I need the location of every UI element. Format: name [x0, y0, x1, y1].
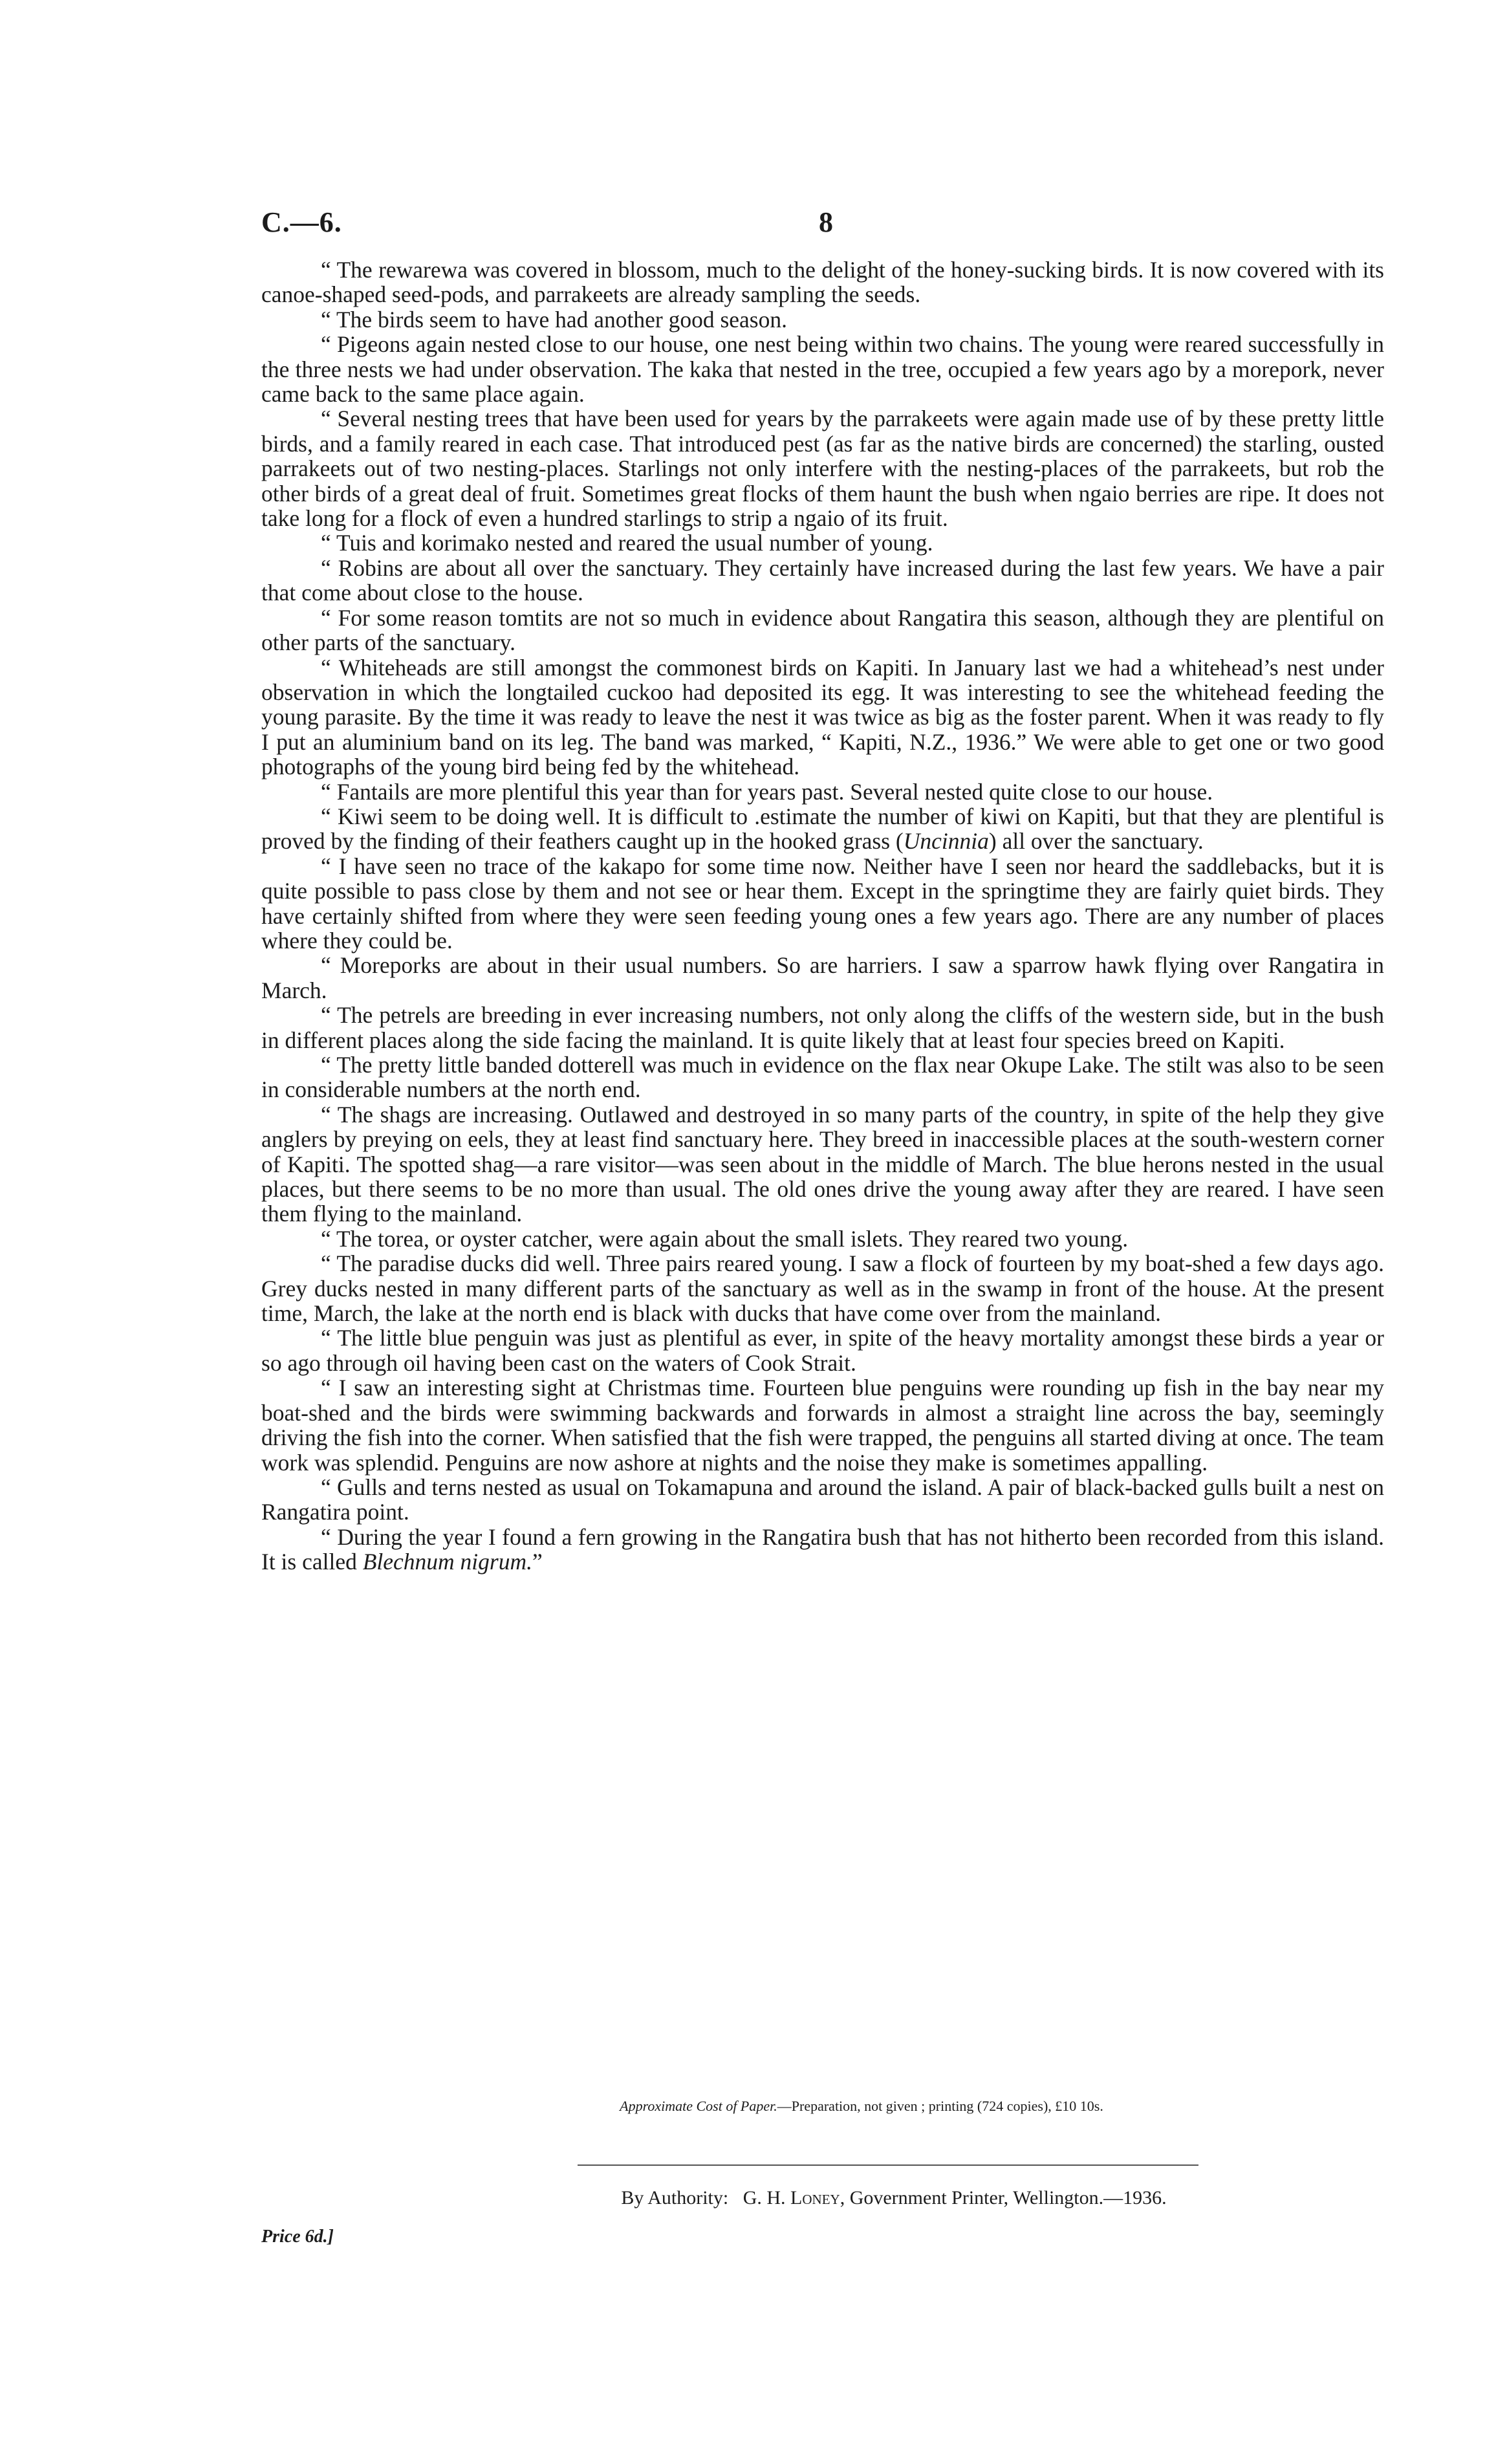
paragraph: “ The birds seem to have had another good season. — [321, 306, 787, 333]
paragraph: “ I saw an interesting sight at Christmas time. Fourteen blue penguins were rounding up fish in the bay near my boat-shed and the birds were swimming backwards and forwards in almost a straight line across the bay, seemingly driving the fish into the corner. When satisfied that the fish were trapped, the penguins all started diving at once. The team work was splendid. Penguins are now ashore at nights and the noise they make is sometimes appalling. — [261, 1375, 1384, 1476]
paragraph: “ Robins are about all over the sanctuary. They certainly have increased during the last few years. We have a pair that come about close to the house. — [261, 554, 1384, 606]
paragraph: “ I have seen no trace of the kakapo for some time now. Neither have I seen nor heard the saddlebacks, but it is quite possible to pass close by them and not see or hear them. Except in the springtime they are fairly quiet birds. They have certainly shifted from where they were seen feeding young ones a few years ago. There are any number of places where they could be. — [261, 853, 1384, 954]
paragraph: “ The paradise ducks did well. Three pairs reared young. I saw a flock of fourteen by my boat-shed a few days ago. Grey ducks nested in many different parts of the sanctuary as well as in the swamp in front of the house. At the present time, March, the lake at the north end is black with ducks that have come over from the mainland. — [261, 1250, 1384, 1327]
paragraph: “ The petrels are breeding in ever increasing numbers, not only along the cliffs of the western side, but in the bush in different places along the side facing the mainland. It is quite likely that at least four species breed on Kapiti. — [261, 1002, 1384, 1053]
cost-of-paper-note — [261, 2098, 1384, 2115]
paragraph: “ The rewarewa was covered in blossom, much to the delight of the honey-sucking birds. It is now covered with its canoe-shaped seed-pods, and parrakeets are already sampling the seeds. — [261, 257, 1384, 308]
paragraph: “ Kiwi seem to be doing well. It is difficult to .estimate the number of kiwi on Kapiti, but that they are plentiful is proved by the finding of their feathers caught up in the hooked grass (Uncinnia) all over the sanctuary. — [261, 803, 1384, 855]
paragraph: “ For some reason tomtits are not so much in evidence about Rangatira this season, although they are plentiful on other parts of the sanctuary. — [261, 604, 1384, 656]
cost-label: Approximate Cost of Paper. — [620, 2098, 777, 2114]
paragraph: “ The shags are increasing. Outlawed and destroyed in so many parts of the country, in spite of the help they give anglers by preying on eels, they at least find sanctuary here. They breed in inaccessible places at the south-western corner of Kapiti. The spotted shag—a rare visitor—was seen about in the middle of March. The blue herons nested in the usual places, but there seems to be no more than usual. The old ones drive the young away after they are reared. I have seen them flying to the mainland. — [261, 1101, 1384, 1227]
species-name: Blechnum nigrum. — [362, 1549, 532, 1575]
paragraph: “ Whiteheads are still amongst the commonest birds on Kapiti. In January last we had a whitehead’s nest under observation in which the longtailed cuckoo had deposited its egg. It was interesting to see the whitehead feeding the young parasite. By the time it was ready to leave the nest it was twice as big as the foster parent. When it was ready to fly I put an aluminium band on its leg. The band was marked, “ Kapiti, N.Z., 1936.” We were able to get one or two good photographs of the young bird being fed by the whitehead. — [261, 654, 1384, 780]
paragraph: “ The torea, or oyster catcher, were again about the small islets. They reared two young. — [321, 1225, 1129, 1252]
species-name: Uncinnia — [903, 828, 989, 855]
printer-authority: By Authority: G. H. Loney, Government Printer, Wellington.—1936. — [621, 2187, 1167, 2208]
paragraph: “ During the year I found a fern growing in the Rangatira bush that has not hitherto been recorded from this island. It is called Blechnum nigrum.” — [261, 1523, 1384, 1575]
page-number: 8 — [819, 206, 833, 238]
paragraph: “ The pretty little banded dotterell was much in evidence on the flax near Okupe Lake. The stilt was also to be seen in considerable numbers at the north end. — [261, 1052, 1384, 1103]
paragraph: “ Moreporks are about in their usual numbers. So are harriers. I saw a sparrow hawk flying over Rangatira in March. — [261, 952, 1384, 1003]
report-body — [261, 257, 1384, 1575]
price-label: Price 6d.] — [261, 2227, 334, 2247]
paragraph: “ Several nesting trees that have been used for years by the parrakeets were again made use of by these pretty little birds, and a family reared in each case. That introduced pest (as far as the native birds are concerned) the starling, ousted parrakeets out of two nesting-places. Starlings not only interfere with the nesting-places of the parrakeets, but rob the other birds of a great deal of fruit. Sometimes great flocks of them haunt the bush when ngaio berries are ripe. It does not take long for a flock of even a hundred starlings to strip a ngaio of its fruit. — [261, 406, 1384, 532]
page-header — [261, 206, 1384, 245]
paragraph: “ Fantails are more plentiful this year than for years past. Several nested quite close to our house. — [321, 778, 1213, 805]
cost-text: —Preparation, not given ; printing (724 copies), £10 10s. — [777, 2098, 1103, 2114]
paragraph: “ Gulls and terns nested as usual on Tokamapuna and around the island. A pair of black-backed gulls built a nest on Rangatira point. — [261, 1474, 1384, 1525]
paragraph: “ Pigeons again nested close to our house, one nest being within two chains. The young were reared successfully in the three nests we had under observation. The kaka that nested in the tree, occupied a few years ago by a morepork, never came back to the same place again. — [261, 331, 1384, 408]
paragraph: “ The little blue penguin was just as plentiful as ever, in spite of the heavy mortality amongst these birds a year or so ago through oil having been cast on the waters of Cook Strait. — [261, 1325, 1384, 1376]
paragraph: “ Tuis and korimako nested and reared the usual number of young. — [321, 530, 933, 556]
footer-divider — [578, 2164, 1198, 2166]
paper-reference: C.—6. — [261, 206, 342, 238]
